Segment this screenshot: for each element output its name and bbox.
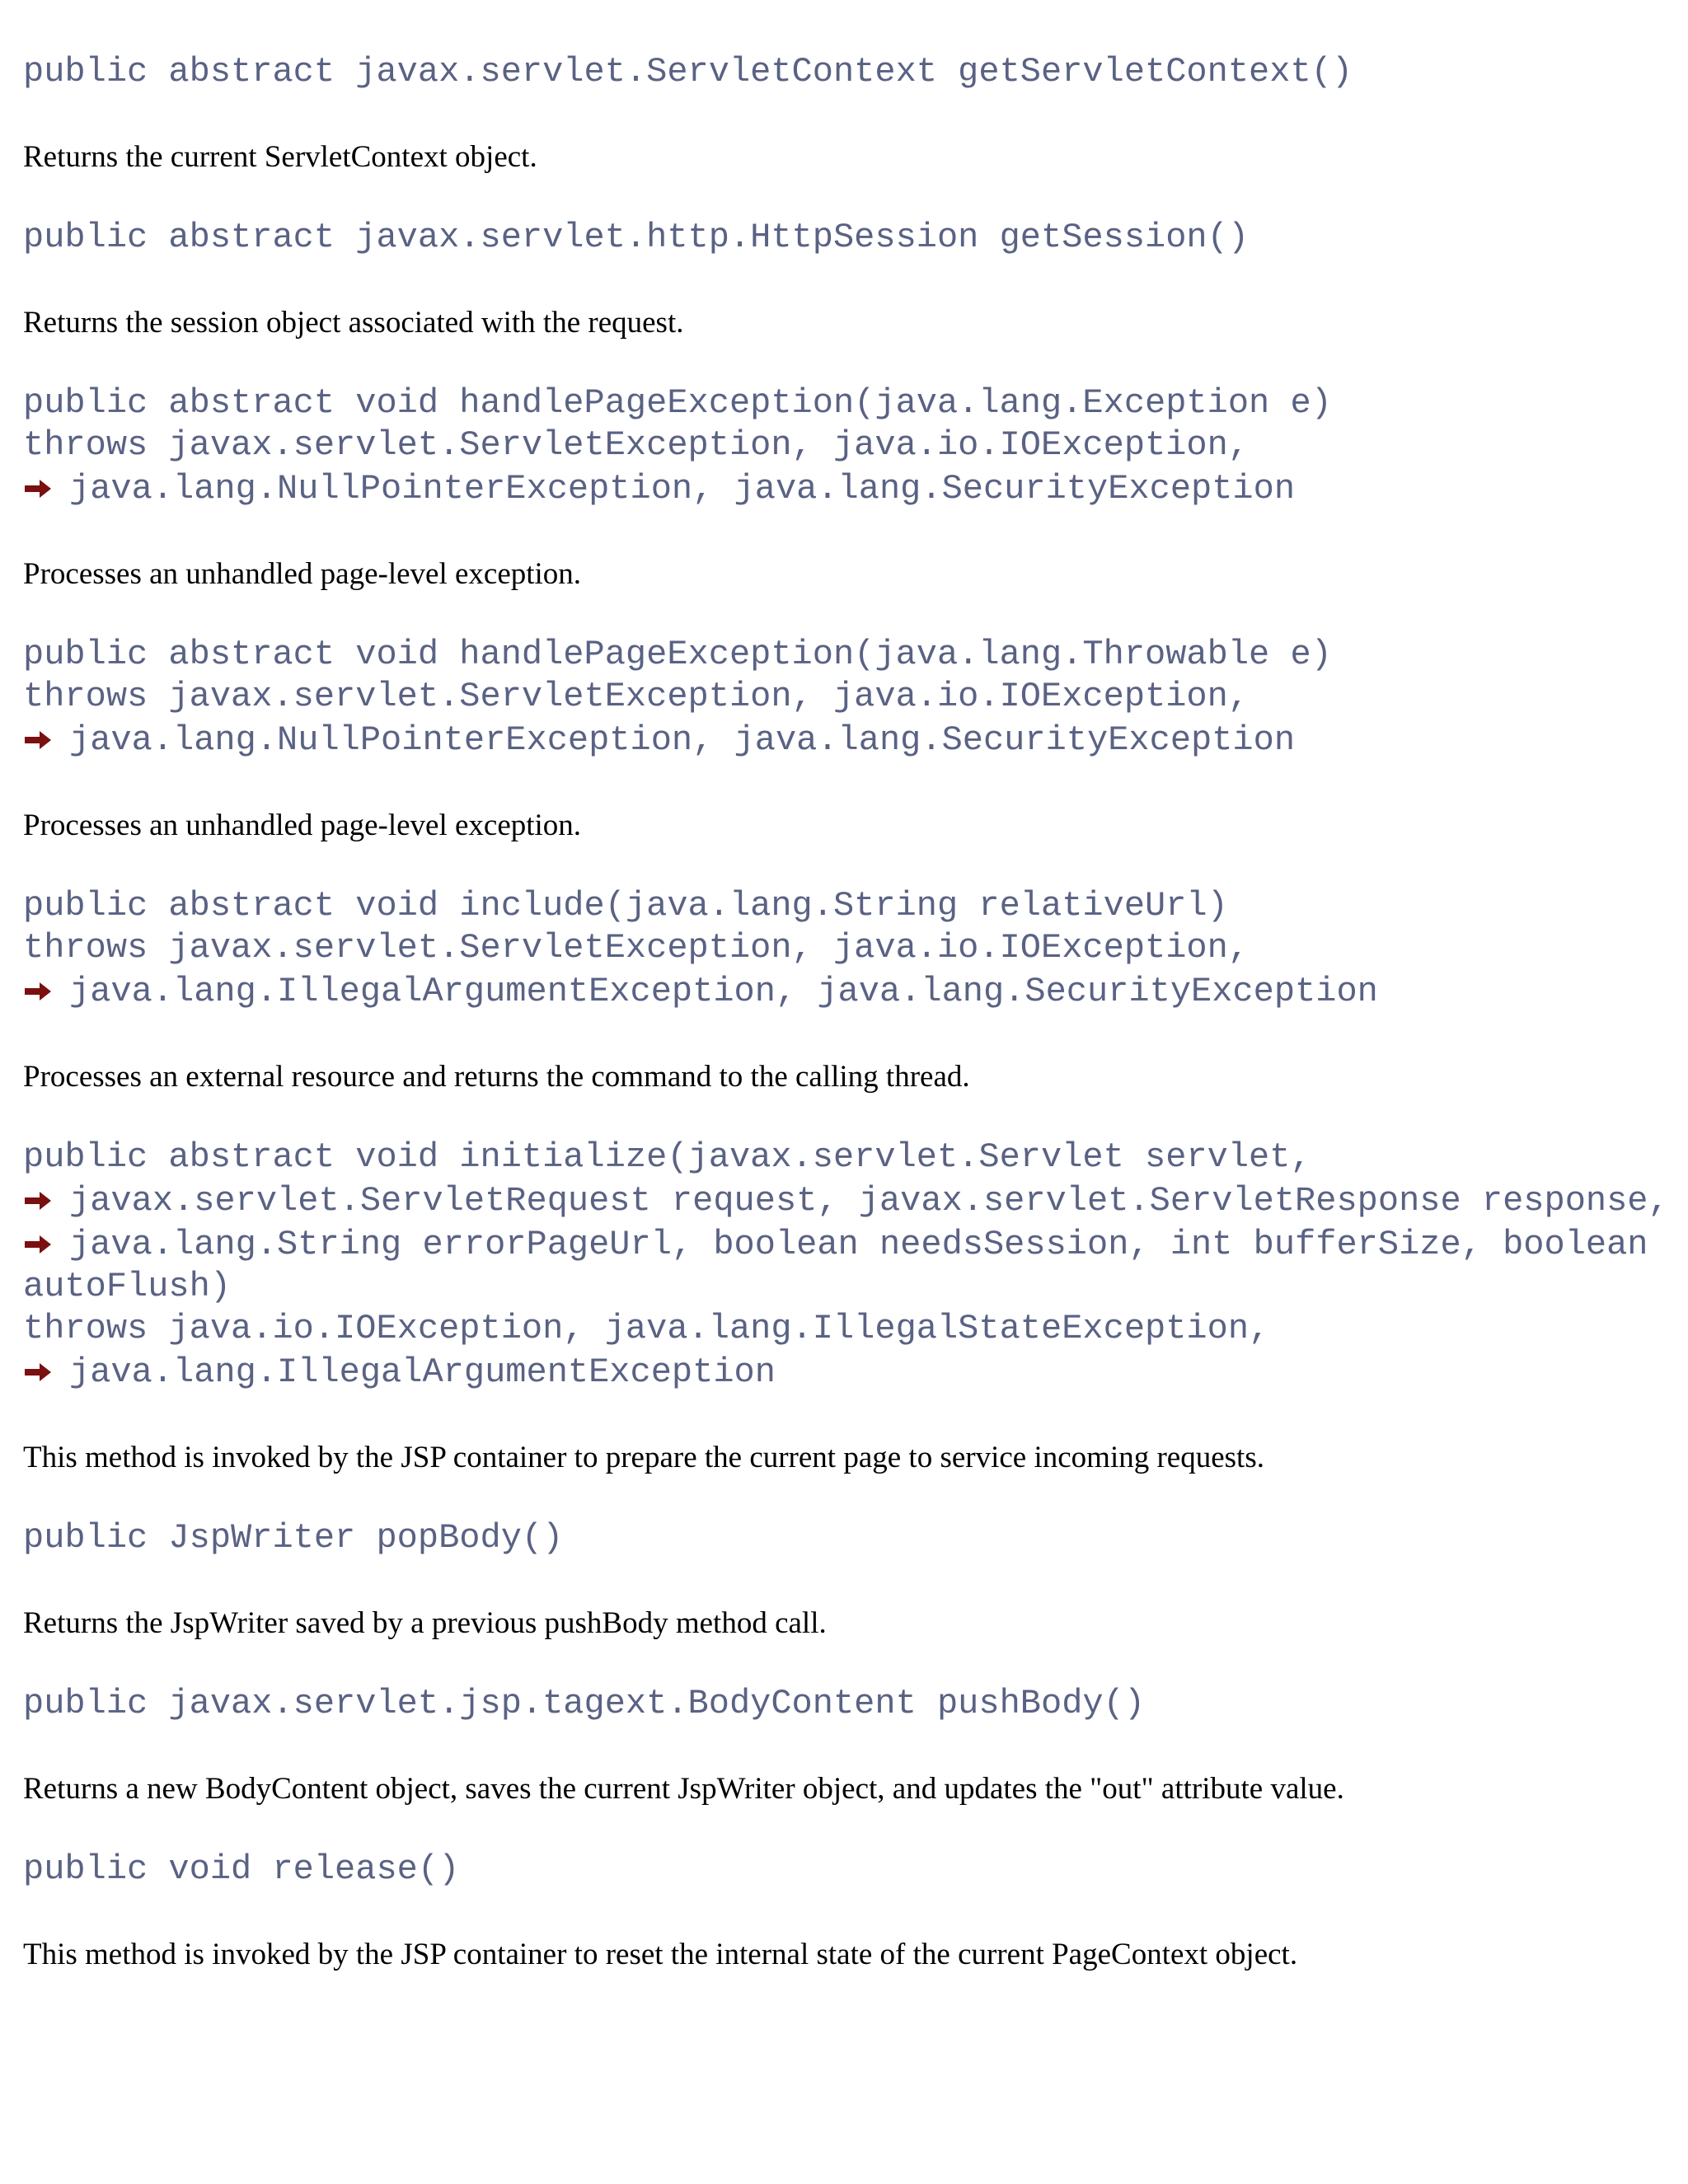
signature-line: public abstract void handlePageException(java.lang.Exception e) <box>23 383 1332 423</box>
signature-line: public abstract javax.servlet.ServletContext getServletContext() <box>23 52 1353 91</box>
signature-line: public abstract void handlePageException(java.lang.Throwable e) <box>23 635 1332 674</box>
signature-line: throws java.io.IOException, java.lang.IllegalStateException, <box>23 1309 1270 1348</box>
method-description: Returns the session object associated with the request. <box>23 306 684 340</box>
method-entry-getServletContext <box>23 51 1680 217</box>
method-description: Returns a new BodyContent object, saves the current JspWriter object, and updates the "out" attribute value. <box>23 1772 1344 1806</box>
method-signature <box>23 1137 1680 1394</box>
method-signature <box>23 1849 1680 1891</box>
signature-line: public abstract javax.servlet.http.HttpSession getSession() <box>23 218 1250 257</box>
method-description: Returns the JspWriter saved by a previous pushBody method call. <box>23 1606 827 1640</box>
method-entry-pushBody <box>23 1683 1680 1849</box>
method-signature <box>23 885 1680 1013</box>
method-description: This method is invoked by the JSP container to reset the internal state of the current PageContext object. <box>23 1938 1298 1971</box>
method-entry-popBody <box>23 1517 1680 1683</box>
method-signature <box>23 634 1680 762</box>
signature-line-text: java.lang.String errorPageUrl, boolean needsSession, int bufferSize, boolean <box>69 1225 1648 1264</box>
signature-line-text: java.lang.IllegalArgumentException <box>69 1352 776 1392</box>
signature-line-text: javax.servlet.ServletRequest request, javax.servlet.ServletResponse response, <box>69 1181 1669 1221</box>
signature-continuation-line <box>23 1222 1680 1266</box>
method-entry-release <box>23 1849 1680 1973</box>
method-description: Processes an unhandled page-level exception. <box>23 557 582 591</box>
signature-line-text: java.lang.NullPointerException, java.lang.SecurityException <box>69 720 1296 760</box>
line-continuation-arrow-icon <box>23 718 69 760</box>
signature-continuation-line <box>23 1179 1680 1222</box>
method-entry-getSession <box>23 217 1680 382</box>
signature-line: public abstract void include(java.lang.String relativeUrl) <box>23 886 1228 926</box>
method-description: Processes an unhandled page-level exception. <box>23 808 582 842</box>
method-signature <box>23 382 1680 510</box>
signature-continuation-line <box>23 969 1680 1013</box>
method-entry-include <box>23 885 1680 1137</box>
signature-line: public javax.servlet.jsp.tagext.BodyContent pushBody() <box>23 1684 1146 1723</box>
method-signature <box>23 217 1680 259</box>
signature-line-text: java.lang.NullPointerException, java.lang.SecurityException <box>69 469 1296 509</box>
api-method-list <box>23 51 1680 1973</box>
line-continuation-arrow-icon <box>23 969 69 1011</box>
method-entry-initialize <box>23 1137 1680 1517</box>
signature-line: throws javax.servlet.ServletException, java.io.IOException, <box>23 928 1250 968</box>
signature-line: public abstract void initialize(javax.servlet.Servlet servlet, <box>23 1137 1311 1177</box>
signature-line: autoFlush) <box>23 1267 232 1306</box>
signature-line: public void release() <box>23 1849 460 1889</box>
signature-line: public JspWriter popBody() <box>23 1518 564 1558</box>
line-continuation-arrow-icon <box>23 1350 69 1392</box>
method-description: Processes an external resource and returns the command to the calling thread. <box>23 1060 970 1094</box>
method-signature <box>23 51 1680 93</box>
signature-continuation-line <box>23 466 1680 510</box>
signature-continuation-line <box>23 1350 1680 1394</box>
method-signature <box>23 1683 1680 1725</box>
signature-line: throws javax.servlet.ServletException, java.io.IOException, <box>23 677 1250 716</box>
signature-continuation-line <box>23 718 1680 762</box>
method-entry-handlePageException-throwable <box>23 634 1680 885</box>
signature-line: throws javax.servlet.ServletException, java.io.IOException, <box>23 425 1250 465</box>
method-description: Returns the current ServletContext object. <box>23 140 537 174</box>
method-description: This method is invoked by the JSP container to prepare the current page to service incoming requests. <box>23 1441 1264 1474</box>
line-continuation-arrow-icon <box>23 1179 69 1221</box>
line-continuation-arrow-icon <box>23 466 69 509</box>
method-entry-handlePageException-exception <box>23 382 1680 634</box>
signature-line-text: java.lang.IllegalArgumentException, java.lang.SecurityException <box>69 972 1378 1011</box>
method-signature <box>23 1517 1680 1559</box>
line-continuation-arrow-icon <box>23 1222 69 1264</box>
